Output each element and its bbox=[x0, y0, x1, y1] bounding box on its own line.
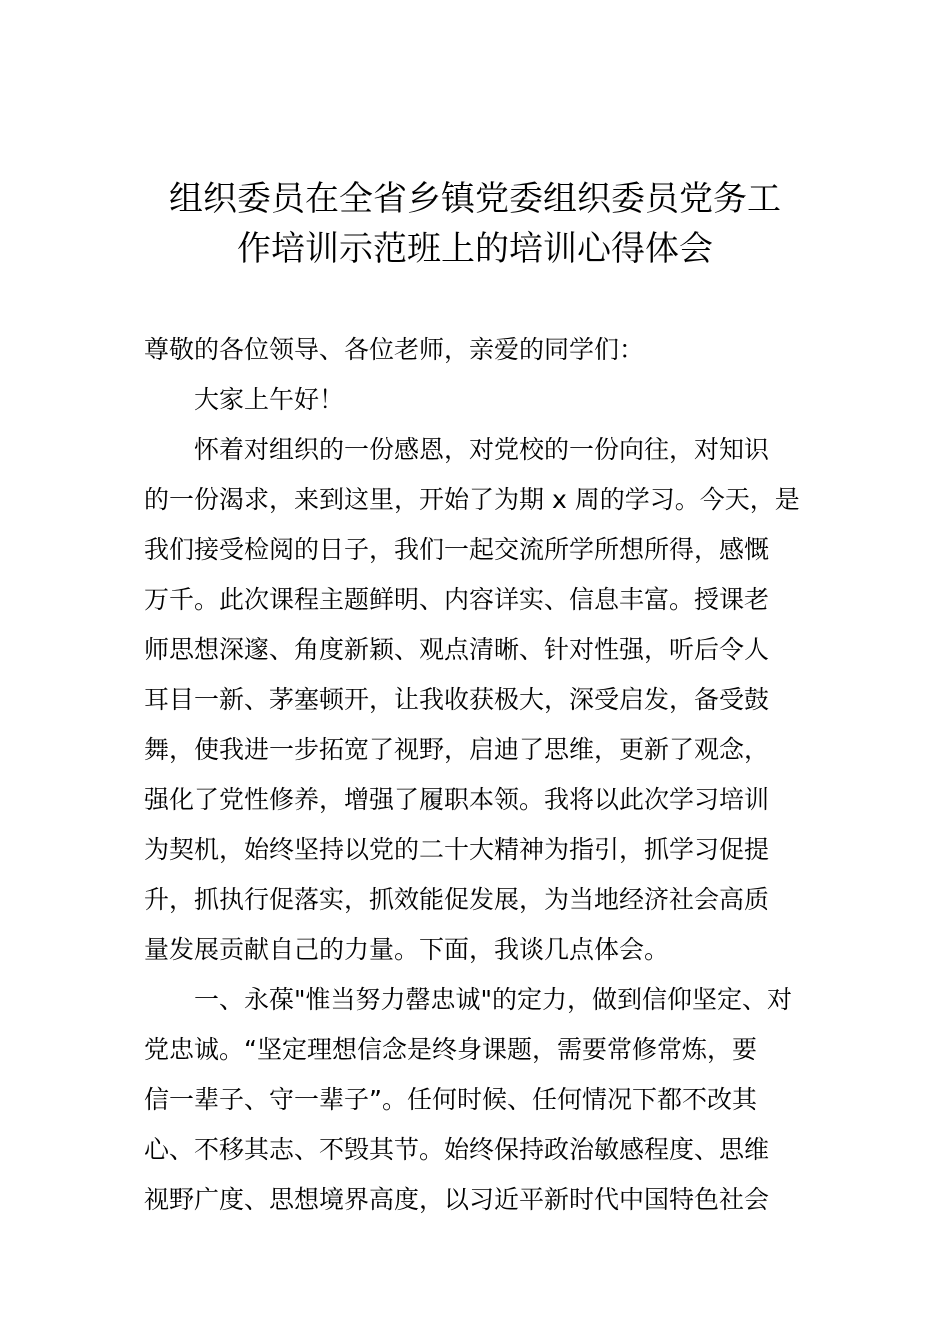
document-body bbox=[144, 325, 824, 1225]
salutation: 尊敬的各位领导、各位老师，亲爱的同学们： bbox=[144, 335, 645, 364]
paragraph-1 bbox=[144, 425, 824, 975]
paragraph-1-line: 万千。此次课程主题鲜明、内容详实、信息丰富。授课老 bbox=[144, 585, 770, 614]
paragraph-1-line: 量发展贡献自己的力量。下面，我谈几点体会。 bbox=[144, 935, 670, 964]
paragraph-1-line: 升，抓执行促落实，抓效能促发展，为当地经济社会高质 bbox=[144, 885, 770, 914]
paragraph-2-line: 一、永葆"惟当努力罄忠诚"的定力，做到信仰坚定、对 bbox=[194, 985, 793, 1014]
title-line-1: 组织委员在全省乡镇党委组织委员党务工 bbox=[169, 179, 781, 219]
greeting: 大家上午好！ bbox=[194, 385, 345, 414]
document-title bbox=[120, 174, 830, 274]
paragraph-1-line: 为契机，始终坚持以党的二十大精神为指引，抓学习促提 bbox=[144, 835, 770, 864]
paragraph-2-line: 信一辈子、守一辈子”。任何时候、任何情况下都不改其 bbox=[144, 1085, 757, 1114]
paragraph-1-line: 师思想深邃、角度新颖、观点清晰、针对性强，听后令人 bbox=[144, 635, 770, 664]
paragraph-2-line: 心、不移其志、不毁其节。始终保持政治敏感程度、思维 bbox=[144, 1135, 770, 1164]
title-line-2: 作培训示范班上的培训心得体会 bbox=[237, 229, 713, 269]
paragraph-1-line: 我们接受检阅的日子，我们一起交流所学所想所得，感慨 bbox=[144, 535, 770, 564]
paragraph-2-line: 视野广度、思想境界高度，以习近平新时代中国特色社会 bbox=[144, 1185, 770, 1214]
paragraph-1-line: 的一份渴求，来到这里，开始了为期 x 周的学习。今天，是 bbox=[144, 485, 800, 514]
paragraph-1-line: 强化了党性修养，增强了履职本领。我将以此次学习培训 bbox=[144, 785, 770, 814]
paragraph-1-line: 耳目一新、茅塞顿开，让我收获极大，深受启发，备受鼓 bbox=[144, 685, 770, 714]
paragraph-2-line: 党忠诚。“坚定理想信念是终身课题，需要常修常炼，要 bbox=[144, 1035, 757, 1064]
paragraph-2 bbox=[144, 975, 824, 1225]
paragraph-1-line: 舞，使我进一步拓宽了视野，启迪了思维，更新了观念， bbox=[144, 735, 770, 764]
paragraph-1-line: 怀着对组织的一份感恩，对党校的一份向往，对知识 bbox=[194, 435, 770, 464]
